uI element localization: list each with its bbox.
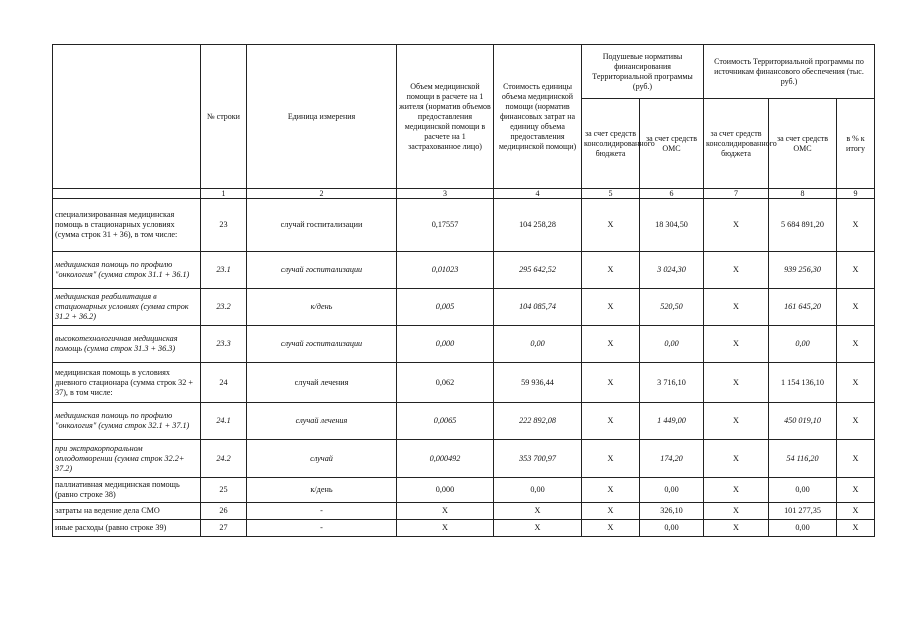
row-c8: 161 645,20 <box>769 289 837 326</box>
row-unit: случай лечения <box>247 403 397 440</box>
row-c7: Х <box>704 503 769 520</box>
row-cost: 104 258,28 <box>494 199 582 252</box>
territorial-program-table <box>52 44 875 537</box>
row-c5: Х <box>582 252 640 289</box>
column-number <box>53 189 201 199</box>
row-c8: 1 154 136,10 <box>769 363 837 403</box>
row-c6: 326,10 <box>640 503 704 520</box>
row-name: медицинская помощь по профилю "онкология" (сумма строк 32.1 + 37.1) <box>53 403 201 440</box>
row-unit: - <box>247 520 397 537</box>
header-oms-funds-a: за счет средств ОМС <box>640 99 704 189</box>
column-number: 6 <box>640 189 704 199</box>
row-c9: Х <box>837 289 875 326</box>
header-row-top <box>53 45 875 99</box>
table-row <box>53 503 875 520</box>
row-number: 23 <box>201 199 247 252</box>
row-c5: Х <box>582 520 640 537</box>
row-c9: Х <box>837 520 875 537</box>
row-c9: Х <box>837 503 875 520</box>
row-c5: Х <box>582 403 640 440</box>
row-c9: Х <box>837 440 875 478</box>
row-cost: 0,00 <box>494 326 582 363</box>
row-name: медицинская помощь по профилю "онкология" (сумма строк 31.1 + 36.1) <box>53 252 201 289</box>
row-name: специализированная медицинская помощь в стационарных условиях (сумма строк 31 + 36), в том числе: <box>53 199 201 252</box>
row-name: при экстракорпоральном оплодотворении (сумма строк 32.2+ 37.2) <box>53 440 201 478</box>
row-c9: Х <box>837 252 875 289</box>
table-row <box>53 363 875 403</box>
row-c9: Х <box>837 403 875 440</box>
header-volume: Объем медицинской помощи в расчете на 1 жителя (норматив объемов предоставления медицинской помощи в расчете на 1 застрахованное лицо) <box>397 45 494 189</box>
row-cost: 222 892,08 <box>494 403 582 440</box>
row-cost: 104 085,74 <box>494 289 582 326</box>
row-unit: - <box>247 503 397 520</box>
row-number: 23.1 <box>201 252 247 289</box>
row-c5: Х <box>582 326 640 363</box>
row-c5: Х <box>582 289 640 326</box>
row-c8: 0,00 <box>769 326 837 363</box>
row-c7: Х <box>704 252 769 289</box>
row-volume: 0,01023 <box>397 252 494 289</box>
column-number: 2 <box>247 189 397 199</box>
column-number: 3 <box>397 189 494 199</box>
row-c7: Х <box>704 478 769 503</box>
row-unit: случай госпитализации <box>247 252 397 289</box>
row-c6: 1 449,00 <box>640 403 704 440</box>
row-c9: Х <box>837 363 875 403</box>
row-c6: 3 716,10 <box>640 363 704 403</box>
row-c6: 0,00 <box>640 478 704 503</box>
table-row <box>53 289 875 326</box>
row-c8: 101 277,35 <box>769 503 837 520</box>
row-number: 27 <box>201 520 247 537</box>
row-c7: Х <box>704 403 769 440</box>
row-cost: 353 700,97 <box>494 440 582 478</box>
row-c6: 3 024,30 <box>640 252 704 289</box>
row-unit: случай лечения <box>247 363 397 403</box>
row-c9: Х <box>837 478 875 503</box>
row-c7: Х <box>704 520 769 537</box>
row-c8: 0,00 <box>769 478 837 503</box>
row-c7: Х <box>704 363 769 403</box>
row-cost: Х <box>494 503 582 520</box>
row-c8: 54 116,20 <box>769 440 837 478</box>
row-c8: 5 684 891,20 <box>769 199 837 252</box>
row-name: медицинская помощь в условиях дневного стационара (сумма строк 32 + 37), в том числе: <box>53 363 201 403</box>
header-budget-funds-a: за счет средств консолидированного бюджета <box>582 99 640 189</box>
row-unit: случай госпитализации <box>247 326 397 363</box>
row-cost: 59 936,44 <box>494 363 582 403</box>
column-number: 1 <box>201 189 247 199</box>
row-unit: к/день <box>247 289 397 326</box>
row-c6: 174,20 <box>640 440 704 478</box>
column-number: 9 <box>837 189 875 199</box>
row-name: паллиативная медицинская помощь (равно строке 38) <box>53 478 201 503</box>
row-cost: 295 642,52 <box>494 252 582 289</box>
row-volume: 0,000 <box>397 326 494 363</box>
table-row <box>53 520 875 537</box>
row-c5: Х <box>582 363 640 403</box>
row-name: медицинская реабилитация в стационарных условиях (сумма строк 31.2 + 36.2) <box>53 289 201 326</box>
row-volume: Х <box>397 503 494 520</box>
row-volume: 0,005 <box>397 289 494 326</box>
row-name: затраты на ведение дела СМО <box>53 503 201 520</box>
row-volume: 0,0065 <box>397 403 494 440</box>
row-number: 24 <box>201 363 247 403</box>
row-c5: Х <box>582 478 640 503</box>
column-number-row <box>53 189 875 199</box>
row-volume: 0,000 <box>397 478 494 503</box>
row-name: высокотехнологичная медицинская помощь (сумма строк 31.3 + 36.3) <box>53 326 201 363</box>
row-unit: случай госпитализации <box>247 199 397 252</box>
row-number: 26 <box>201 503 247 520</box>
row-number: 25 <box>201 478 247 503</box>
table-row <box>53 403 875 440</box>
row-name: иные расходы (равно строке 39) <box>53 520 201 537</box>
header-unit: Единица измерения <box>247 45 397 189</box>
row-number: 23.3 <box>201 326 247 363</box>
row-number: 24.1 <box>201 403 247 440</box>
column-number: 7 <box>704 189 769 199</box>
header-oms-funds-b: за счет средств ОМС <box>769 99 837 189</box>
row-c7: Х <box>704 289 769 326</box>
row-c7: Х <box>704 326 769 363</box>
column-number: 8 <box>769 189 837 199</box>
row-volume: 0,062 <box>397 363 494 403</box>
table-row <box>53 199 875 252</box>
header-per-capita: Подушевые нормативы финансирования Территориальной программы (руб.) <box>582 45 704 99</box>
header-percent-total: в % к итогу <box>837 99 875 189</box>
row-volume: 0,000492 <box>397 440 494 478</box>
row-number: 23.2 <box>201 289 247 326</box>
header-budget-funds-b: за счет средств консолидированного бюджета <box>704 99 769 189</box>
row-c9: Х <box>837 326 875 363</box>
row-c6: 18 304,50 <box>640 199 704 252</box>
header-program-cost: Стоимость Территориальной программы по источникам финансового обеспечения (тыс. руб.) <box>704 45 875 99</box>
column-number: 4 <box>494 189 582 199</box>
row-cost: 0,00 <box>494 478 582 503</box>
column-number: 5 <box>582 189 640 199</box>
table-row <box>53 478 875 503</box>
header-name-cell <box>53 45 201 189</box>
row-c6: 0,00 <box>640 520 704 537</box>
table-row <box>53 440 875 478</box>
row-c5: Х <box>582 199 640 252</box>
row-volume: Х <box>397 520 494 537</box>
row-cost: Х <box>494 520 582 537</box>
row-c8: 0,00 <box>769 520 837 537</box>
header-row-number: № строки <box>201 45 247 189</box>
row-c5: Х <box>582 503 640 520</box>
row-number: 24.2 <box>201 440 247 478</box>
row-c9: Х <box>837 199 875 252</box>
row-unit: к/день <box>247 478 397 503</box>
row-c8: 450 019,10 <box>769 403 837 440</box>
row-volume: 0,17557 <box>397 199 494 252</box>
table-row <box>53 252 875 289</box>
row-c5: Х <box>582 440 640 478</box>
row-c7: Х <box>704 440 769 478</box>
row-unit: случай <box>247 440 397 478</box>
row-c8: 939 256,30 <box>769 252 837 289</box>
header-cost: Стоимость единицы объема медицинской помощи (норматив финансовых затрат на единицу объема предоставления медицинской помощи) <box>494 45 582 189</box>
row-c6: 520,50 <box>640 289 704 326</box>
row-c7: Х <box>704 199 769 252</box>
row-c6: 0,00 <box>640 326 704 363</box>
table-row <box>53 326 875 363</box>
